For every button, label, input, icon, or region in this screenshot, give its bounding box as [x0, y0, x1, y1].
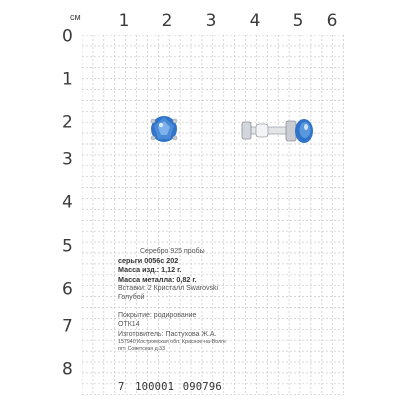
mass-metal: Масса металла: 0,82 г.	[118, 274, 197, 284]
earring-left-photo	[147, 112, 181, 146]
barcode-first-digit: 7	[118, 381, 125, 393]
material-line: Серебро 925 пробы	[140, 248, 205, 255]
ruler-left-6: 6	[62, 279, 73, 300]
qc-stamp: ОТК14	[118, 321, 140, 329]
barcode-digits	[118, 381, 222, 393]
earring-right-photo	[236, 114, 316, 148]
ruler-top-2: 2	[161, 11, 173, 31]
ruler-left-5: 5	[62, 236, 73, 257]
ruler-top-3: 3	[205, 11, 217, 31]
ruler-left-3: 3	[62, 149, 73, 170]
ruler-left-0: 0	[62, 26, 73, 47]
ruler-left-8: 8	[62, 359, 73, 380]
ruler-top-1: 1	[118, 11, 130, 31]
insert-color: Голубой	[118, 294, 145, 302]
ruler-top-4: 4	[249, 11, 261, 31]
product-tag	[118, 247, 268, 354]
tag-spacer	[118, 302, 268, 311]
product-name: серьги 0056с 202	[118, 256, 179, 266]
mass-item: Масса изд.: 1,12 г.	[118, 265, 182, 275]
ruler-left-1: 1	[62, 69, 73, 90]
ruler-left-7: 7	[62, 316, 73, 337]
barcode-left-digits: 100001	[135, 381, 175, 393]
address-line-1: 157940 Костромская обл. Красное-на-Волге	[118, 338, 226, 345]
manufacturer-line: Изготовитель: Пастухова Ж.А.	[118, 330, 217, 338]
coating-line: Покрытие: родирование	[118, 312, 197, 320]
ruler-top-6: 6	[326, 11, 338, 31]
address-line-2: пгт. Советская д.33	[118, 346, 166, 353]
ruler-top-5: 5	[292, 11, 304, 31]
ruler-unit-label: см	[70, 12, 81, 22]
inserts-line: Вставки: 2 Кристалл Swarovski	[118, 284, 219, 292]
ruler-left-2: 2	[62, 112, 73, 133]
barcode-right-digits: 090796	[182, 381, 222, 393]
ruler-left-4: 4	[62, 192, 73, 213]
